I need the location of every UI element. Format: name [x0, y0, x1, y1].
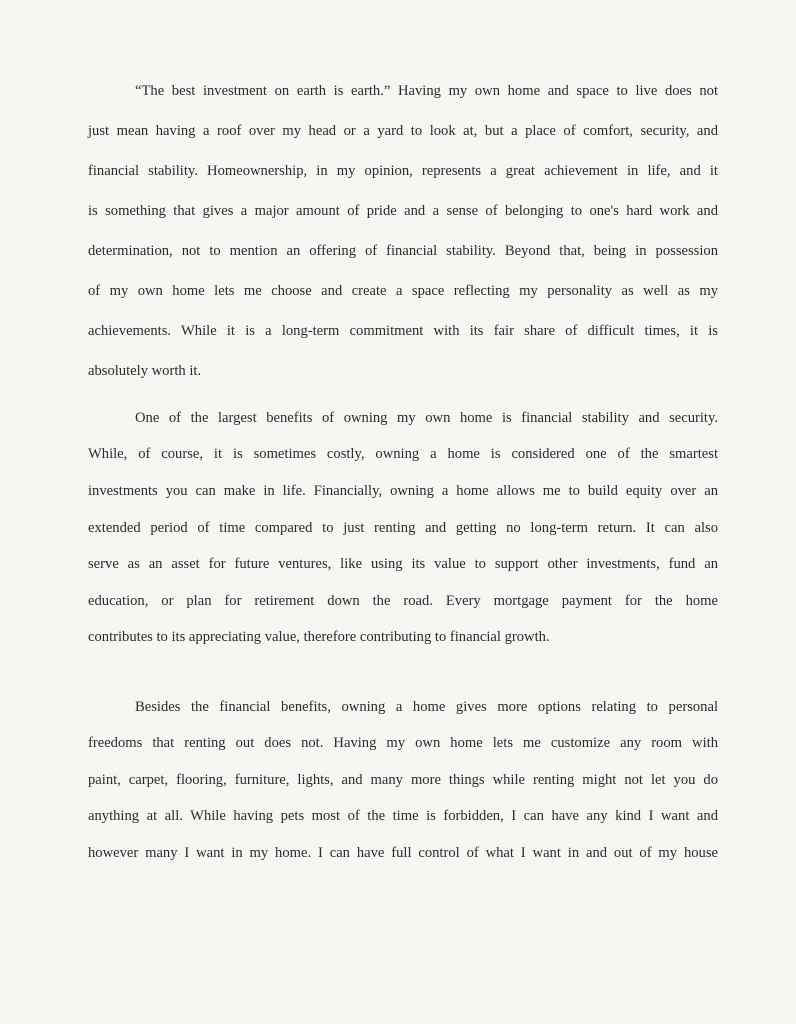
- paragraph-line: contributes to its appreciating value, therefore contributing to financial growth.: [88, 629, 550, 645]
- paragraph-line: determination, not to mention an offering of financial stability. Beyond that, being in possession: [88, 243, 718, 259]
- paragraph-line: is something that gives a major amount of pride and a sense of belonging to one's hard work and: [88, 203, 718, 219]
- paragraph-line: financial stability. Homeownership, in my opinion, represents a great achievement in life, and it: [88, 163, 718, 179]
- paragraph-line: of my own home lets me choose and create a space reflecting my personality as well as my: [88, 283, 718, 299]
- paragraph-line: paint, carpet, flooring, furniture, lights, and many more things while renting might not let you do: [88, 772, 718, 788]
- paragraph-line: extended period of time compared to just renting and getting no long-term return. It can also: [88, 520, 718, 536]
- paragraph-line: One of the largest benefits of owning my own home is financial stability and security.: [135, 410, 718, 426]
- paragraph-line: “The best investment on earth is earth.” Having my own home and space to live does not: [135, 83, 718, 99]
- paragraph-line: Besides the financial benefits, owning a home gives more options relating to personal: [135, 699, 718, 715]
- paragraph-line: While, of course, it is sometimes costly, owning a home is considered one of the smartest: [88, 446, 718, 462]
- paragraph-line: absolutely worth it.: [88, 363, 202, 379]
- paragraph-line: freedoms that renting out does not. Having my own home lets me customize any room with: [88, 735, 718, 751]
- paragraph-line: education, or plan for retirement down the road. Every mortgage payment for the home: [88, 593, 718, 609]
- paragraph-line: however many I want in my home. I can have full control of what I want in and out of my house: [88, 845, 718, 861]
- paragraph-line: just mean having a roof over my head or a yard to look at, but a place of comfort, security, and: [88, 123, 718, 139]
- paragraph-line: anything at all. While having pets most of the time is forbidden, I can have any kind I want and: [88, 808, 718, 824]
- paragraph-line: investments you can make in life. Financially, owning a home allows me to build equity over an: [88, 483, 718, 499]
- paragraph-line: serve as an asset for future ventures, like using its value to support other investments, fund an: [88, 556, 718, 572]
- paragraph-line: achievements. While it is a long-term commitment with its fair share of difficult times, it is: [88, 323, 718, 339]
